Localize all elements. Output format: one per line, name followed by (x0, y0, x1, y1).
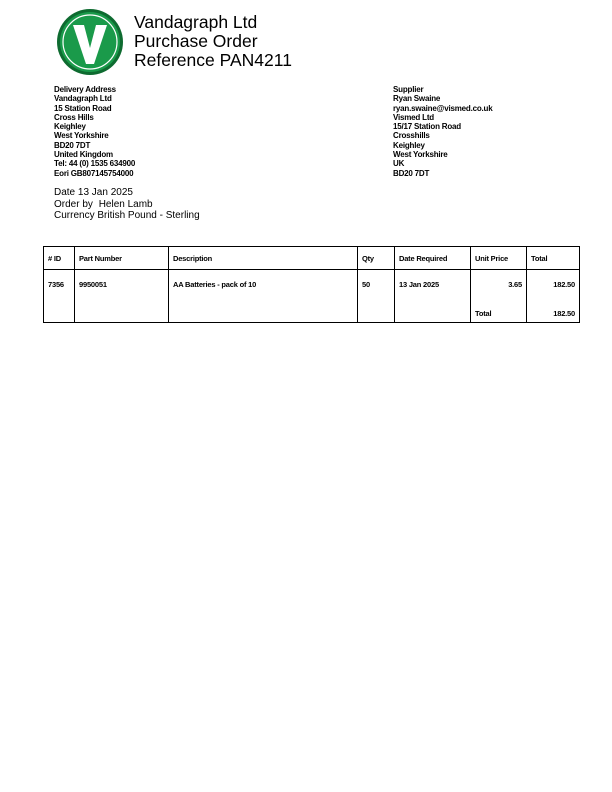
delivery-line: United Kingdom (54, 150, 113, 160)
header-id: # ID (44, 247, 75, 270)
total-label: Total (475, 309, 492, 318)
header-qty: Qty (358, 247, 395, 270)
delivery-line: Tel: 44 (0) 1535 634900 (54, 159, 136, 169)
delivery-title: Delivery Address (54, 85, 116, 94)
supplier-line: Crosshills (393, 131, 430, 141)
reference-number: PAN4211 (219, 50, 292, 70)
supplier-line: BD20 7DT (393, 168, 430, 178)
currency-label: Currency (54, 210, 95, 221)
reference-label: Reference (134, 50, 215, 70)
order-by (54, 199, 200, 211)
cell-id: 7356 (44, 270, 75, 323)
company-name: Vandagraph Ltd (134, 12, 258, 32)
delivery-line: BD20 7DT (54, 140, 91, 150)
supplier-line: Vismed Ltd (393, 112, 434, 122)
supplier-line: Ryan Swaine (393, 94, 441, 104)
cell-date-required: 13 Jan 2025 (395, 270, 471, 323)
table-row (44, 270, 580, 323)
supplier-email[interactable]: ryan.swaine@vismed.co.uk (393, 103, 493, 113)
header-part-number: Part Number (75, 247, 169, 270)
header-total: Total (527, 247, 580, 270)
delivery-line: 15 Station Road (54, 103, 112, 113)
cell-qty: 50 (358, 270, 395, 323)
order-lines-table (43, 246, 580, 323)
delivery-line: Eori GB807145754000 (54, 168, 134, 178)
supplier-line: Keighley (393, 140, 425, 150)
unit-price-value: 3.65 (508, 280, 522, 289)
delivery-line: Keighley (54, 122, 86, 132)
supplier-address (393, 85, 493, 178)
order-date (54, 187, 200, 199)
line-total-value: 182.50 (553, 280, 575, 289)
delivery-address (54, 85, 135, 178)
supplier-title: Supplier (393, 85, 424, 94)
order-by-value: Helen Lamb (98, 198, 153, 210)
cell-total (527, 270, 580, 323)
cell-description: AA Batteries - pack of 10 (169, 270, 358, 323)
order-currency (54, 210, 200, 222)
cell-unit-price (471, 270, 527, 323)
order-by-label: Order by (54, 198, 93, 210)
header-date-required: Date Required (395, 247, 471, 270)
supplier-line: UK (393, 159, 405, 169)
date-value: 13 Jan 2025 (77, 187, 133, 198)
currency-value: British Pound - Sterling (97, 210, 200, 221)
company-logo-icon (56, 8, 124, 76)
table-header-row (44, 247, 580, 270)
header-unit-price: Unit Price (471, 247, 527, 270)
document-type: Purchase Order (134, 31, 258, 51)
reference-line (134, 51, 292, 70)
delivery-line: Vandagraph Ltd (54, 94, 112, 104)
grand-total-value: 182.50 (553, 309, 575, 318)
supplier-line: West Yorkshire (393, 150, 448, 160)
delivery-line: Cross Hills (54, 112, 94, 122)
date-label: Date (54, 187, 76, 198)
delivery-line: West Yorkshire (54, 131, 109, 141)
cell-part-number: 9950051 (75, 270, 169, 323)
order-meta (54, 187, 200, 222)
header-description: Description (169, 247, 358, 270)
document-heading (134, 13, 292, 70)
supplier-line: 15/17 Station Road (393, 122, 461, 132)
